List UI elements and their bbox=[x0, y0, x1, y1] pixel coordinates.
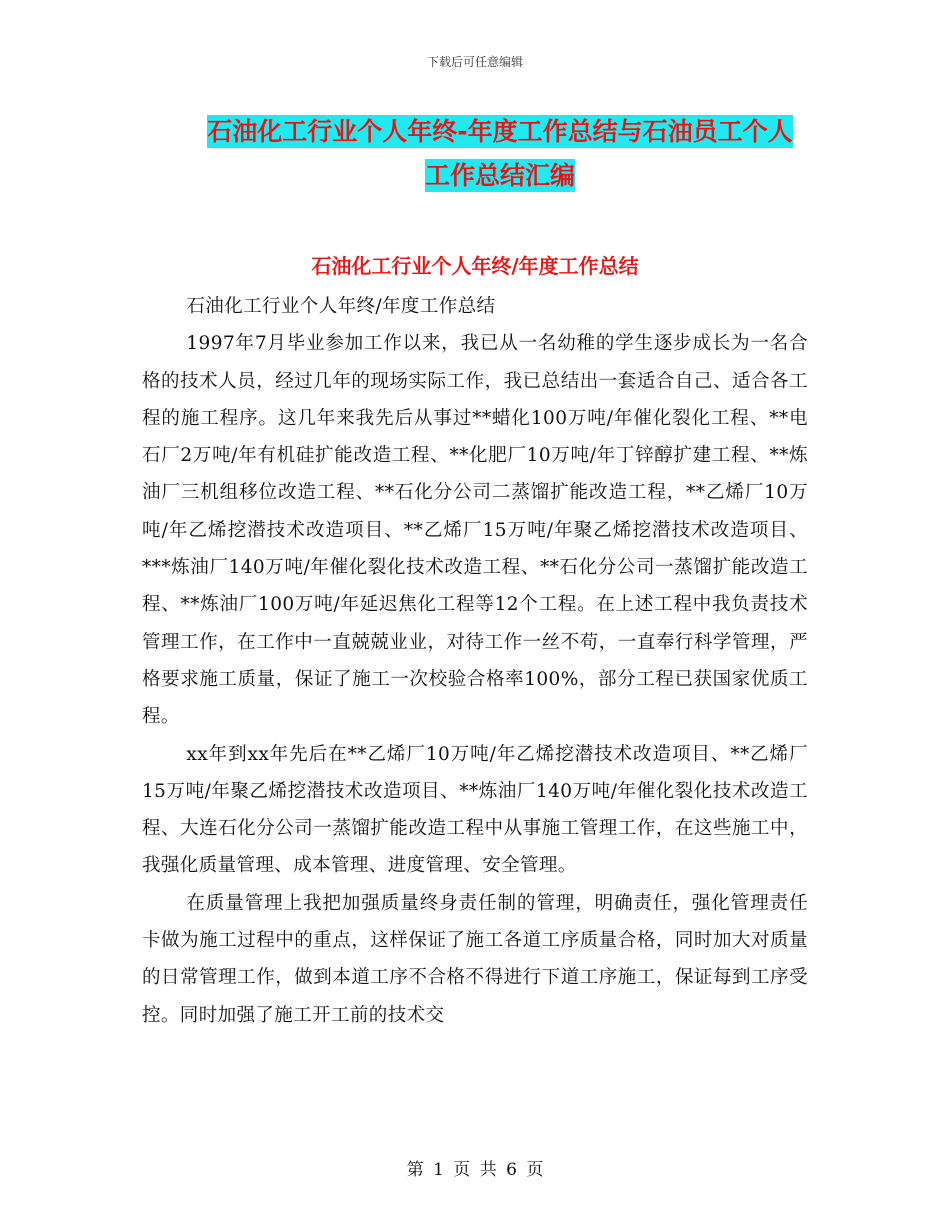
paragraph: 石油化工行业个人年终/年度工作总结 bbox=[186, 296, 496, 317]
document-body bbox=[142, 288, 808, 1034]
paragraph: xx年到xx年先后在**乙烯厂10万吨/年乙烯挖潜技术改造项目、**乙烯厂15万吨/年聚乙烯挖潜技术改造项目、**炼油厂140万吨/年催化裂化技术改造工程、大连石化分公司一蒸馏扩能改造工程中从事施工管理工作，在这些施工中，我强化质量管理、成本管理、进度管理、安全管理。 bbox=[142, 743, 808, 877]
page-footer: 第 1 页 共 6 页 bbox=[406, 1160, 544, 1180]
paragraph: 在质量管理上我把加强质量终身责任制的管理，明确责任，强化管理责任卡做为施工过程中的重点，这样保证了施工各道工序质量合格，同时加大对质量的日常管理工作，做到本道工序不合格不得进行下道工序施工，保证每到工序受控。同时加强了施工开工前的技术交 bbox=[142, 892, 808, 1026]
title-line-1: 石油化工行业个人年终-年度工作总结与石油员工个人 bbox=[207, 117, 793, 146]
paragraph: 1997年7月毕业参加工作以来，我已从一名幼稚的学生逐步成长为一名合格的技术人员，经过几年的现场实际工作，我已总结出一套适合自己、适合各工程的施工程序。这几年来我先后从事过**蜡化100万吨/年催化裂化工程、**电石厂2万吨/年有机硅扩能改造工程、**化肥厂10万吨/年丁锌醇扩建工程、**炼油厂三机组移位改造工程、**石化分公司二蒸馏扩能改造工程，**乙烯厂10万吨/年乙烯挖潜技术改造项目、**乙烯厂15万吨/年聚乙烯挖潜技术改造项目、***炼油厂140万吨/年催化裂化技术改造工程、**石化分公司一蒸馏扩能改造工程、**炼油厂100万吨/年延迟焦化工程等12个工程。在上述工程中我负责技术管理工作，在工作中一直兢兢业业，对待工作一丝不苟，一直奉行科学管理，严格要求施工质量，保证了施工一次校验合格率100%，部分工程已获国家优质工程。 bbox=[142, 333, 808, 728]
document-title bbox=[140, 110, 860, 198]
section-title: 石油化工行业个人年终/年度工作总结 bbox=[311, 254, 639, 278]
title-line-2: 工作总结汇编 bbox=[424, 161, 575, 190]
header-note: 下载后可任意编辑 bbox=[426, 55, 523, 69]
